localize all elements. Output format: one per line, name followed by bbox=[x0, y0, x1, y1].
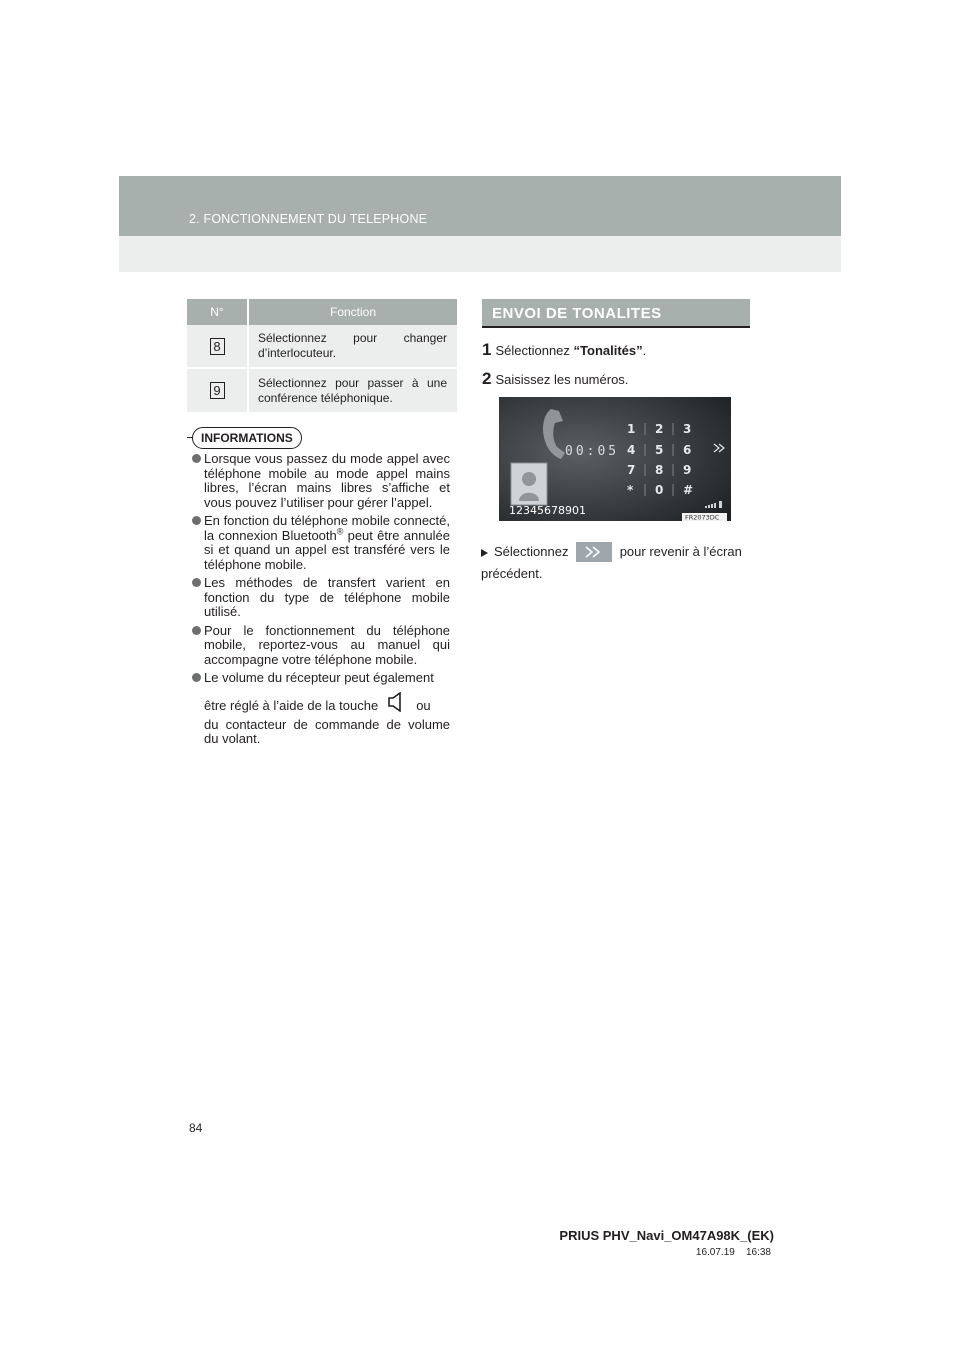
info-bullet: Le volume du récepteur peut également être réglé à l’aide de la touche ou du contacteur de commande de volume du volant. bbox=[192, 671, 450, 747]
info-bullet: En fonction du téléphone mobile connecté, la connexion Bluetooth® peut être annulée si et quand un appel est transféré vers le téléphone mobile. bbox=[192, 514, 450, 572]
table-cell-function: Sélectionnez pour passer à une conférence téléphonique. bbox=[248, 368, 457, 412]
step-number: 2 bbox=[482, 369, 492, 388]
keypad-key[interactable]: 4 bbox=[627, 443, 636, 457]
tonalites-label: “Tonalités” bbox=[573, 343, 643, 358]
dialed-number: 12345678901 bbox=[509, 504, 586, 517]
bullet-icon bbox=[192, 454, 201, 463]
item-number-box: 9 bbox=[210, 382, 225, 399]
informations-list bbox=[192, 452, 450, 751]
keypad-key[interactable]: 2 bbox=[655, 422, 664, 436]
manual-id: PRIUS PHV_Navi_OM47A98K_(EK) bbox=[559, 1228, 774, 1243]
bullet-icon bbox=[192, 673, 201, 682]
table-header-row bbox=[187, 299, 457, 325]
figure-code: FR2073DC bbox=[685, 513, 720, 521]
bullet-icon bbox=[192, 626, 201, 635]
keypad-key[interactable]: 8 bbox=[655, 463, 664, 477]
step-2: 2 Saisissez les numéros. bbox=[482, 369, 629, 388]
bullet-icon bbox=[192, 516, 201, 525]
header-band bbox=[119, 176, 841, 236]
keypad-key[interactable]: 5 bbox=[655, 443, 664, 457]
date-stamp: 16.07.19 16:38 bbox=[695, 1247, 771, 1258]
step-number: 1 bbox=[482, 340, 492, 359]
keypad-key[interactable]: 1 bbox=[627, 422, 636, 436]
table-row bbox=[187, 325, 457, 368]
keypad-key[interactable]: 9 bbox=[683, 463, 692, 477]
function-table bbox=[187, 299, 457, 412]
dtmf-screen bbox=[499, 397, 731, 521]
table-header-number: N° bbox=[187, 299, 248, 325]
keypad-key[interactable]: # bbox=[683, 483, 694, 497]
table-header-function: Fonction bbox=[248, 299, 457, 325]
table-row bbox=[187, 368, 457, 412]
info-bullet: Lorsque vous passez du mode appel avec téléphone mobile au mode appel mains libres, l’écran mains libres s’affiche et vous pouvez l’utiliser pour gérer l’appel. bbox=[192, 452, 450, 510]
keypad-key[interactable]: 7 bbox=[627, 463, 636, 477]
page-number: 84 bbox=[189, 1121, 203, 1135]
contact-avatar bbox=[511, 463, 547, 505]
informations-badge: INFORMATIONS bbox=[192, 427, 302, 449]
keypad-key[interactable]: 6 bbox=[683, 443, 692, 457]
keypad-key[interactable]: 0 bbox=[655, 483, 664, 497]
step-1: 1 Sélectionnez “Tonalités”. bbox=[482, 340, 647, 359]
keypad-key[interactable]: * bbox=[627, 483, 634, 497]
chapter-title: 2. FONCTIONNEMENT DU TELEPHONE bbox=[189, 212, 428, 226]
keypad-key[interactable]: 3 bbox=[683, 422, 692, 436]
header-subband bbox=[119, 236, 841, 272]
triangle-bullet-icon bbox=[481, 549, 488, 557]
item-number-box: 8 bbox=[210, 338, 225, 355]
call-timer: 00:05 bbox=[565, 444, 620, 459]
table-cell-function: Sélectionnez pour changer d’interlocuteur. bbox=[248, 325, 457, 368]
info-bullet: Les méthodes de transfert varient en fonction du type de téléphone mobile utilisé. bbox=[192, 576, 450, 620]
section-title: ENVOI DE TONALITES bbox=[482, 299, 750, 328]
info-bullet: Pour le fonctionnement du téléphone mobile, reportez-vous au manuel qui accompagne votre téléphone mobile. bbox=[192, 624, 450, 668]
return-note: Sélectionnez pour revenir à l’écran précédent. bbox=[481, 541, 751, 584]
bullet-icon bbox=[192, 578, 201, 587]
forward-button-icon bbox=[576, 542, 612, 562]
